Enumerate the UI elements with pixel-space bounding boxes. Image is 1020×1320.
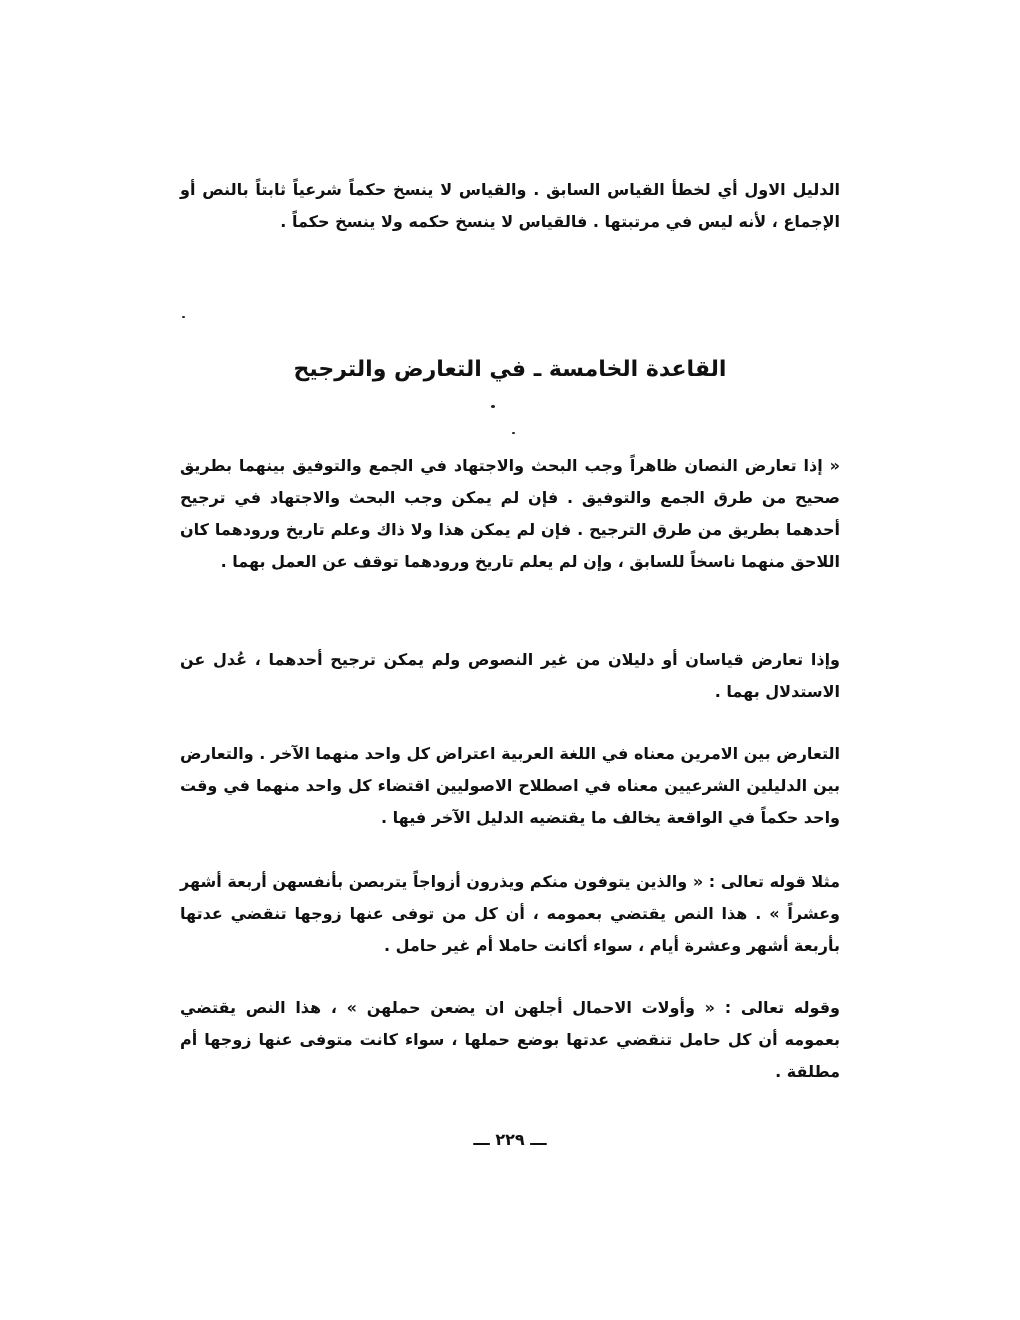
example-paragraph-2: وقوله تعالى : « وأولات الاحمال أجلهن ان يضعن حملهن » ، هذا النص يقتضي بعمومه أن كل حامل تنقضي عدتها بوضع حملها ، سواء كانت متوفى عنها زوجها أم مطلقة .	[180, 998, 840, 1081]
intro-paragraph: الدليل الاول أي لخطأ القياس السابق . والقياس لا ينسخ حكماً شرعياً ثابتاً بالنص أو الإجماع ، لأنه ليس في مرتبتها . فالقياس لا ينسخ حكمه ولا ينسخ حكماً .	[180, 180, 840, 231]
page-number: ـــ ٢٢٩ ـــ	[473, 1130, 547, 1149]
scan-speck	[182, 316, 185, 318]
example-paragraph-1: مثلا قوله تعالى : « والذين يتوفون منكم ويذرون أزواجاً يتربصن بأنفسهن أربعة أشهر وعشراً » . هذا النص يقتضي بعمومه ، أن كل من توفى عنها زوجها تنقضي عدتها بأربعة أشهر وعشرة أيام ، سواء أكانت حاملا أم غير حامل .	[180, 872, 840, 955]
scan-speck	[491, 405, 495, 408]
scan-speck	[512, 432, 515, 434]
section-heading: القاعدة الخامسة ـ في التعارض والترجيح	[293, 357, 727, 382]
definition-paragraph: التعارض بين الامرين معناه في اللغة العربية اعتراض كل واحد منهما الآخر . والتعارض بين الدليلين الشرعيين معناه في اصطلاح الاصوليين اقتضاء كل واحد منهما في وقت واحد حكماً في الواقعة يخالف ما يقتضيه الدليل الآخر فيها .	[179, 744, 840, 827]
rule-quote-paragraph: « إذا تعارض النصان ظاهراً وجب البحث والاجتهاد في الجمع والتوفيق بينهما بطريق صحيح من طرق الجمع والتوفيق . فإن لم يمكن وجب البحث والاجتهاد في ترجيح أحدهما بطريق من طرق الترجيح . فإن لم يمكن هذا ولا ذاك وعلم تاريخ ورودهما كان اللاحق منهما ناسخاً للسابق ، وإن لم يعلم تاريخ ورودهما توقف عن العمل بهما .	[180, 456, 840, 571]
analogy-paragraph: وإذا تعارض قياسان أو دليلان من غير النصوص ولم يمكن ترجيح أحدهما ، عُدل عن الاستدلال بهما .	[180, 650, 840, 701]
